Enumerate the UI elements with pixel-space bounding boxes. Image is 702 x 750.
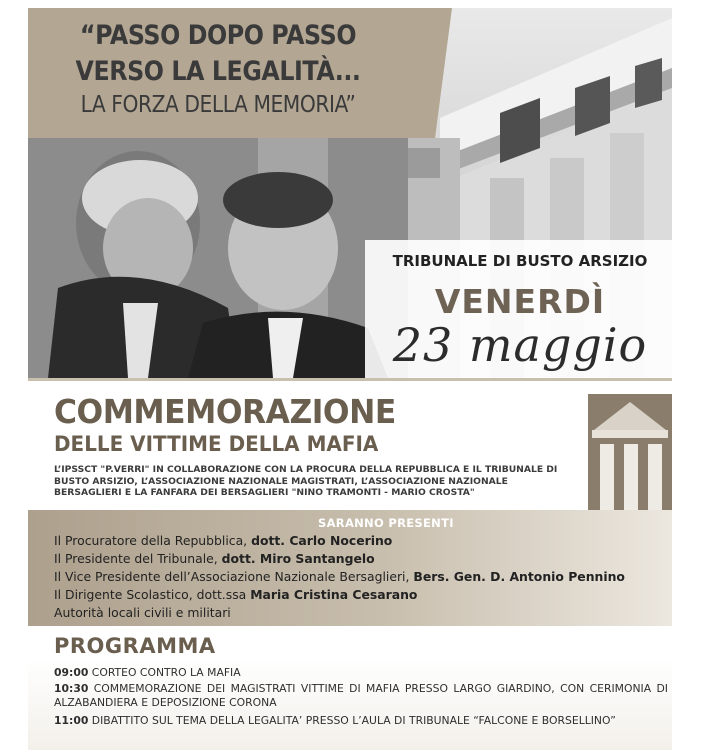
guest-item: Il Procuratore della Repubblica, dott. Carlo Nocerino: [54, 533, 393, 548]
program-title: PROGRAMMA: [54, 634, 216, 658]
portrait-photo: [28, 138, 408, 378]
guest-item: Autorità locali civili e militari: [54, 605, 231, 620]
guest-item: Il Presidente del Tribunale, dott. Miro Santangelo: [54, 551, 375, 566]
event-title-line-1: “PASSO DOPO PASSO: [79, 20, 357, 51]
guests-title: SARANNO PRESENTI: [318, 516, 454, 530]
event-location: TRIBUNALE DI BUSTO ARSIZIO: [392, 252, 648, 270]
program-item: 09:00 CORTEO CONTRO LA MAFIA: [54, 666, 241, 679]
event-title-line-2: VERSO LA LEGALITÀ...: [75, 56, 361, 87]
event-title-line-3: LA FORZA DELLA MEMORIA”: [80, 92, 356, 118]
guest-item: Il Vice Presidente dell’Associazione Nazionale Bersaglieri, Bers. Gen. D. Antonio Pennino: [54, 569, 625, 584]
commemoration-subtitle: DELLE VITTIME DELLA MAFIA: [54, 432, 379, 456]
portrait-illustration: [28, 138, 408, 378]
collaboration-text: L’IPSSCT "P.VERRI" IN COLLABORAZIONE CON LA PROCURA DELLA REPUBBLICA E IL TRIBUNALE DI BUSTO ARSIZIO, L’ASSOCIAZIONE NAZIONALE MAGISTRATI, L’ASSOCIAZIONE NAZIONALE BERSAGLIERI E LA FANFARA DEI BERSAGLIERI "NINO TRAMONTI - MARIO CROSTA": [54, 464, 558, 498]
guest-item: Il Dirigente Scolastico, dott.ssa Maria Cristina Cesarano: [54, 587, 418, 602]
section-divider: [28, 378, 672, 381]
program-item: 10:30 COMMEMORAZIONE DEI MAGISTRATI VITTIME DI MAFIA PRESSO LARGO GIARDINO, CON CERIMONIA DI ALZABANDIERA E DEPOSIZIONE CORONA: [54, 682, 668, 710]
event-day: VENERDÌ: [434, 282, 606, 321]
commemoration-title: COMMEMORAZIONE: [54, 392, 396, 431]
program-item: 11:00 DIBATTITO SUL TEMA DELLA LEGALITA’ PRESSO L’AULA DI TRIBUNALE “FALCONE E BORSELLINO”: [54, 714, 616, 727]
event-date: 23 maggio: [392, 318, 648, 372]
